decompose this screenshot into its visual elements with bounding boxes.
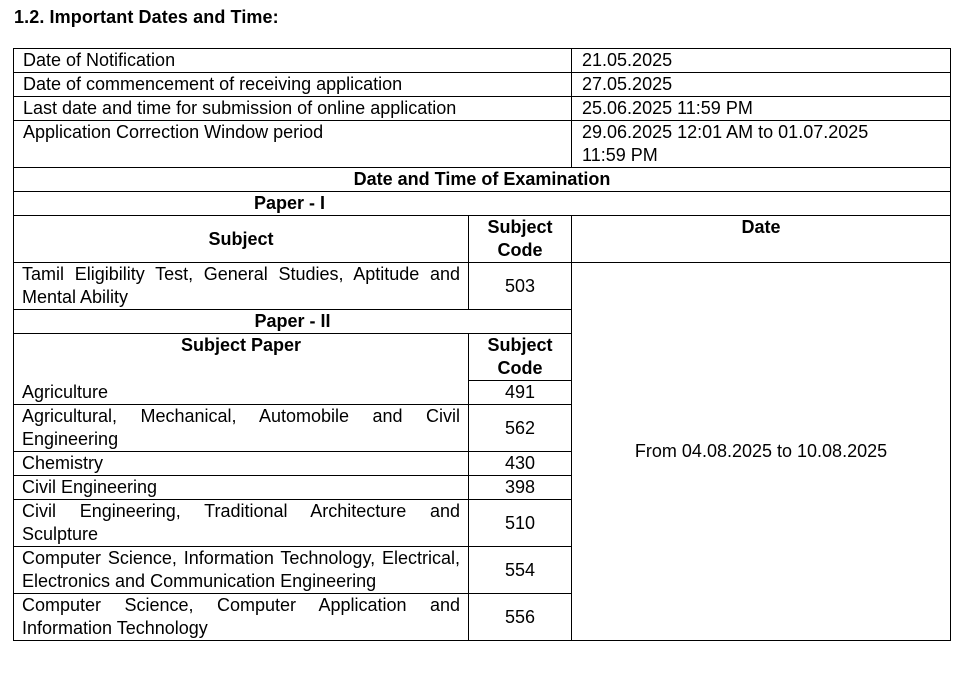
subject-code: 562: [469, 405, 572, 452]
date-header: Date: [572, 216, 951, 263]
paper-2-title: Paper - II: [14, 310, 572, 334]
date-value: 21.05.2025: [572, 49, 951, 73]
subject-name: Agricultural, Mechanical, Automobile and Civil Engineering: [14, 405, 469, 452]
subject-header: Subject: [14, 216, 469, 263]
subject-code: 510: [469, 500, 572, 547]
subject-name: Tamil Eligibility Test, General Studies, Aptitude and Mental Ability: [14, 263, 469, 310]
date-value: 29.06.2025 12:01 AM to 01.07.2025 11:59 PM: [572, 121, 951, 168]
subject-name: Computer Science, Computer Application and Information Technology: [14, 594, 469, 641]
date-label: Date of Notification: [14, 49, 572, 73]
exam-title: Date and Time of Examination: [14, 168, 951, 192]
date-row: [14, 73, 951, 97]
paper-1-title: Paper - I: [14, 192, 951, 216]
important-dates-table: [13, 48, 951, 641]
subject-code: 491: [469, 381, 572, 405]
subject-code: 556: [469, 594, 572, 641]
subject-code: 430: [469, 452, 572, 476]
date-label: Date of commencement of receiving application: [14, 73, 572, 97]
subject-code-header: Subject Code: [469, 216, 572, 263]
subject-name: Civil Engineering: [14, 476, 469, 500]
exam-date: From 04.08.2025 to 10.08.2025: [572, 263, 951, 641]
subject-code: 398: [469, 476, 572, 500]
subject-code: 554: [469, 547, 572, 594]
subject-paper-header: Subject Paper: [14, 334, 469, 381]
date-label: Application Correction Window period: [14, 121, 572, 168]
subject-code: 503: [469, 263, 572, 310]
date-row: [14, 97, 951, 121]
section-heading: 1.2. Important Dates and Time:: [14, 7, 279, 27]
date-value: 25.06.2025 11:59 PM: [572, 97, 951, 121]
subject-code-header: Subject Code: [469, 334, 572, 381]
date-row: [14, 49, 951, 73]
date-value: 27.05.2025: [572, 73, 951, 97]
date-label: Last date and time for submission of online application: [14, 97, 572, 121]
subject-name: Civil Engineering, Traditional Architecture and Sculpture: [14, 500, 469, 547]
subject-row: [14, 263, 951, 310]
subject-name: Agriculture: [14, 381, 469, 405]
subject-name: Computer Science, Information Technology, Electrical, Electronics and Communication Engineering: [14, 547, 469, 594]
date-row: [14, 121, 951, 168]
subject-name: Chemistry: [14, 452, 469, 476]
